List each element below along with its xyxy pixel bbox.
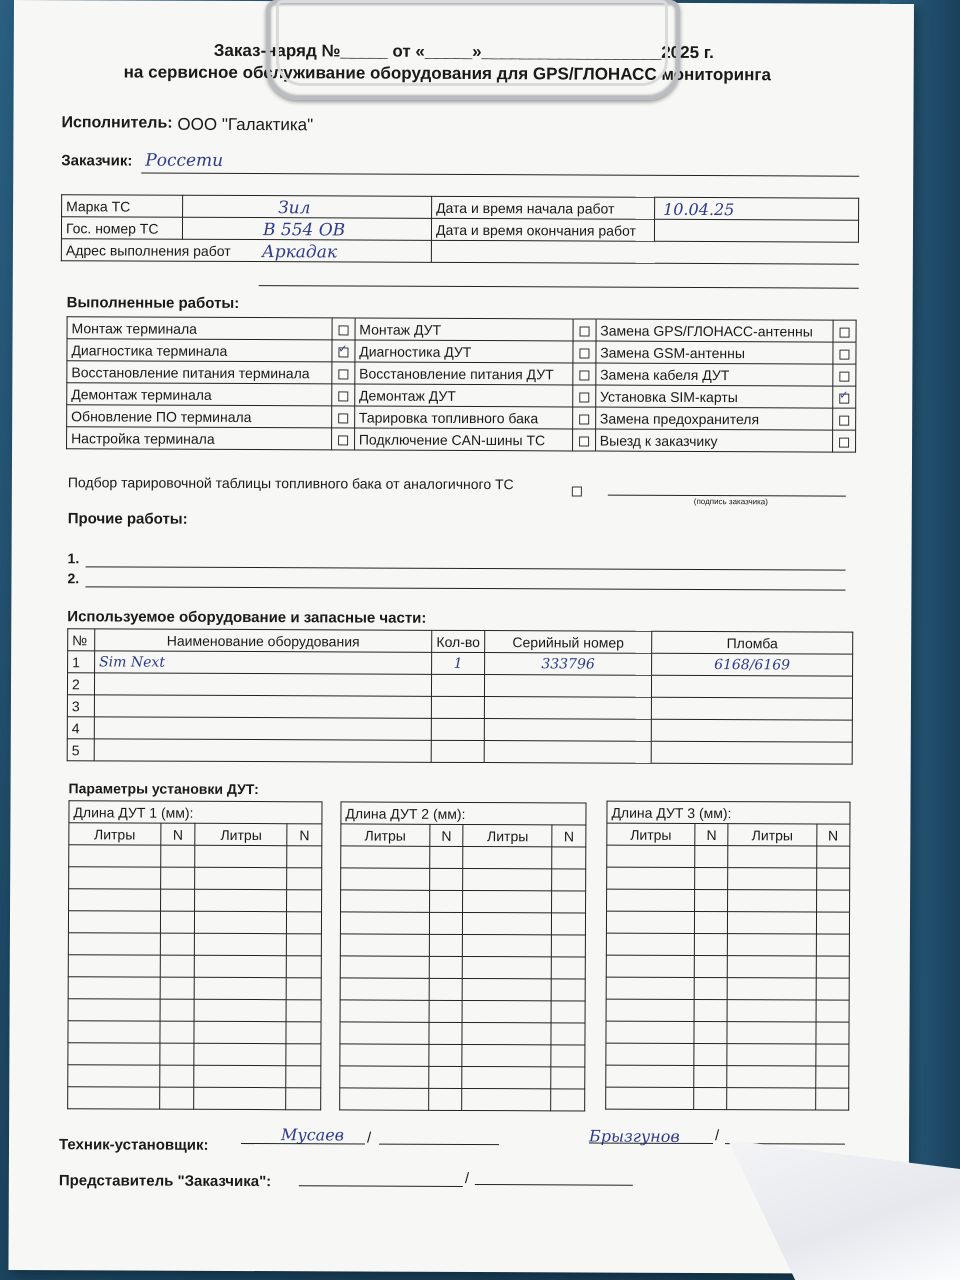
checkbox-icon [338,413,348,423]
work-item-label: Замена кабеля ДУТ [596,363,833,386]
dut-col-header: N [816,824,850,846]
other-work-1-line[interactable] [86,566,846,570]
start-label: Дата и время начала работ [432,196,655,219]
equipment-name [94,673,431,696]
work-checkbox[interactable] [833,342,856,364]
equipment-serial [484,697,651,720]
equipment-name [94,695,431,718]
equipment-seal [651,741,852,764]
customer-sign-caption: (подпись заказчика) [693,496,768,507]
work-item-label: Демонтаж ДУТ [354,384,572,407]
equipment-qty [431,674,484,696]
checkbox-icon [338,435,348,445]
other-work-1-number: 1. [67,550,80,567]
equipment-seal [651,675,852,698]
other-works-title: Прочие работы: [67,510,188,528]
dut-col-header: N [287,824,322,846]
checkbox-icon [579,326,589,336]
work-item-label: Тарировка топливного бака [354,406,572,429]
other-work-2-number: 2. [67,570,80,587]
start-cell [655,197,859,220]
vehicle-table [61,194,859,264]
equipment-qty [431,740,484,762]
equipment-seal [651,719,852,742]
plate-label: Гос. номер ТС [61,217,182,240]
work-item-label: Восстановление питания терминала [67,361,332,384]
calibration-label: Подбор тарировочной таблицы топливного бака от аналогичного ТС [67,474,514,493]
work-checkbox[interactable] [572,385,595,407]
dut-col-header: Литры [341,824,430,846]
checkbox-icon [579,370,589,380]
col-header: Пломба [652,631,853,654]
brand-label: Марка ТС [62,195,183,218]
work-checkbox[interactable] [833,430,856,452]
equipment-qty [431,696,484,718]
dut-length-label: Длина ДУТ 2 (мм): [341,802,586,825]
work-item-label: Диагностика терминала [67,339,332,362]
technician-label: Техник-установщик: [58,1136,209,1154]
col-header: № [68,629,95,651]
table-row [67,739,852,764]
equipment-seal: 6168/6169 [652,653,853,676]
row-number: 5 [67,739,94,761]
works-table [66,316,857,452]
technician-sign-line [241,1143,365,1145]
checkbox-icon [579,436,589,446]
work-checkbox[interactable] [833,320,856,342]
second-signature: Брызгунов [589,1126,680,1146]
dut-col-header: Литры [463,824,552,846]
col-header: Кол-во [432,630,485,652]
equipment-name [94,739,431,762]
slash-divider: / [715,1127,720,1145]
work-checkbox[interactable] [332,362,355,384]
dut-title: Параметры установки ДУТ: [68,780,259,798]
header-line-1: Заказ-наряд №_____ от «_____»___________________2025 г. [213,40,714,63]
work-checkbox[interactable] [331,428,354,450]
checkbox-icon [840,327,850,337]
start-value: 10.04.25 [663,199,735,220]
row-number: 1 [68,651,95,673]
customer-underline [141,173,859,177]
dut-col-header: Литры [607,823,695,845]
work-checkbox[interactable] [332,318,355,340]
work-checkbox[interactable] [572,429,595,451]
checkbox-icon [839,415,849,425]
work-checkbox[interactable] [573,319,596,341]
customer-value: Россети [145,150,224,171]
slash-divider: / [464,1169,470,1187]
equipment-serial: 333796 [485,653,652,676]
checkbox-icon [839,349,849,359]
work-item-label: Замена GSM-антенны [596,341,833,364]
equipment-qty: 1 [432,652,485,674]
checkbox-icon [839,437,849,447]
executor-label: Исполнитель: [61,114,173,132]
dut-col-header: N [430,824,464,846]
dut-table-1 [67,800,322,1110]
row-number: 3 [67,695,94,717]
address-value: Аркадак [261,242,338,263]
col-header: Наименование оборудования [95,629,432,652]
dut-table-3 [605,801,850,1111]
work-item-label: Замена GPS/ГЛОНАСС-антенны [596,319,833,342]
works-row [67,427,856,452]
brand-cell [183,195,432,218]
customer-rep-sign-line [299,1185,463,1187]
checkbox-icon [338,369,348,379]
dut-length-label: Длина ДУТ 3 (мм): [607,801,850,824]
work-order-sheet [8,0,914,1274]
work-checkbox[interactable] [331,406,354,428]
row-number: 2 [67,673,94,695]
dut-col-header: N [552,825,586,847]
work-item-label: Демонтаж терминала [67,383,332,406]
work-checkbox[interactable] [833,408,856,430]
col-header: Серийный номер [485,631,652,654]
work-item-label: Замена предохранителя [595,407,832,430]
work-item-label: Подключение CAN-шины ТС [354,428,572,451]
equipment-name: Sim Next [95,651,432,674]
work-item-label: Обновление ПО терминала [67,405,332,428]
executor-value: ООО "Галактика" [177,114,314,135]
work-checkbox[interactable] [573,341,596,363]
checked-checkbox-icon [338,347,348,357]
calibration-checkbox[interactable] [572,486,582,496]
equipment-table [67,628,854,764]
work-item-label: Диагностика ДУТ [355,340,573,363]
dut-col-header: N [695,823,729,845]
dut-table-2 [339,801,586,1111]
customer-rep-name-line [475,1184,633,1186]
customer-label: Заказчик: [61,152,133,170]
slash-divider: / [367,1129,372,1147]
work-item-label: Восстановление питания ДУТ [355,362,573,385]
checkbox-icon [338,325,348,335]
customer-rep-label: Представитель "Заказчика": [58,1172,272,1191]
work-item-label: Монтаж ДУТ [355,318,573,341]
checkbox-icon [579,414,589,424]
equipment-seal [651,697,852,720]
work-checkbox[interactable] [573,363,596,385]
equipment-qty [431,718,484,740]
equipment-name [94,717,431,740]
work-checkbox[interactable] [572,407,595,429]
dut-length-label: Длина ДУТ 1 (мм): [69,801,322,824]
address-row [61,239,431,263]
brand-value: Зил [278,198,311,219]
dut-col-header: N [160,823,195,845]
plate-cell [182,217,431,240]
technician-name-line [379,1144,499,1146]
plate-value: В 554 ОВ [262,220,346,241]
header-line-2: на сервисное обслуживание оборудования для GPS/ГЛОНАСС мониторинга [123,62,771,85]
checkbox-icon [338,391,348,401]
equipment-serial [484,741,651,764]
work-item-label: Монтаж терминала [67,317,332,340]
address-underline [259,285,859,289]
work-checkbox[interactable] [833,364,856,386]
work-checkbox[interactable] [332,340,355,362]
dut-col-header: Литры [195,823,287,845]
end-label: Дата и время окончания работ [431,218,654,241]
address-blank [431,240,858,264]
other-work-2-line[interactable] [85,586,845,590]
work-checkbox[interactable] [833,386,856,408]
equipment-serial [484,675,651,698]
work-checkbox[interactable] [331,384,354,406]
work-item-label: Выезд к заказчику [595,429,832,452]
work-item-label: Настройка терминала [67,427,332,450]
dut-col-header: Литры [69,823,161,845]
equipment-title: Используемое оборудование и запасные части: [67,608,427,627]
clipboard-clip-icon [266,0,676,96]
row-number: 4 [67,717,94,739]
checkbox-icon [579,392,589,402]
technician-signature: Мусаев [281,1125,345,1145]
checkbox-icon [579,348,589,358]
checked-checkbox-icon [839,393,849,403]
address-label: Адрес выполнения работ [65,241,231,259]
works-title: Выполненные работы: [66,294,240,312]
equipment-serial [484,719,651,742]
dut-col-header: Литры [728,824,816,846]
work-item-label: Установка SIM-карты [595,385,832,408]
end-value [654,219,858,242]
checkbox-icon [839,371,849,381]
